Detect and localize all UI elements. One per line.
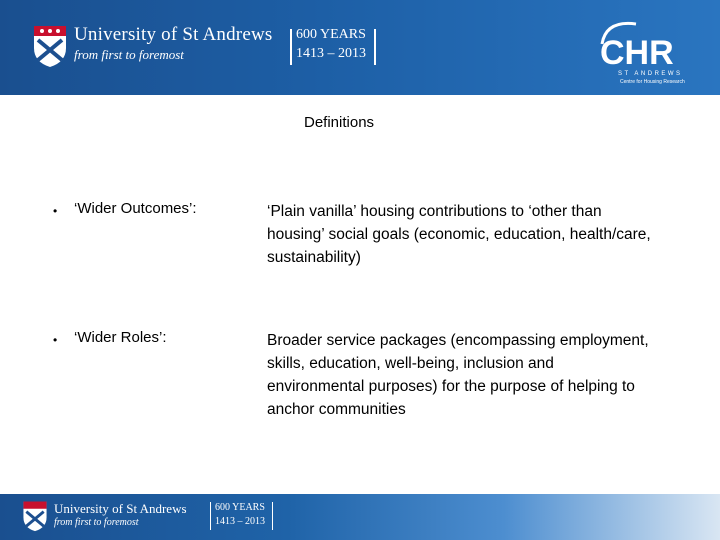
chr-logo	[592, 14, 688, 86]
university-name: University of St Andrews	[74, 24, 273, 45]
slide-title: Definitions	[304, 114, 375, 131]
university-crest-icon	[32, 24, 68, 68]
chr-logo-location: ST ANDREWS	[618, 71, 683, 77]
chr-logo-full-name: Centre for Housing Research	[620, 79, 685, 85]
footer-anniversary-range: 1413 – 2013	[215, 516, 265, 527]
header-banner	[0, 0, 720, 95]
footer-divider-right	[272, 502, 273, 530]
university-motto: from first to foremost	[74, 47, 184, 62]
definition-term: ‘Wider Roles’:	[74, 329, 167, 346]
bullet: •	[53, 333, 58, 347]
anniversary-title: 600 YEARS	[296, 27, 366, 42]
university-crest-icon	[22, 500, 48, 532]
footer-anniversary-title: 600 YEARS	[215, 502, 265, 513]
footer-banner	[0, 494, 720, 540]
anniversary-divider-right	[374, 29, 376, 65]
bullet: •	[53, 204, 58, 218]
definition-text: Broader service packages (encompassing employment, skills, education, well-being, inclusion and environmental purposes) for the purpose of helping to anchor communities	[267, 332, 649, 418]
definition-term: ‘Wider Outcomes’:	[74, 200, 197, 217]
anniversary-range: 1413 – 2013	[296, 46, 366, 61]
footer-motto: from first to foremost	[54, 517, 139, 528]
definition-text: ‘Plain vanilla’ housing contributions to ‘other than housing’ social goals (economic, education, health/care, sustainability)	[267, 203, 651, 266]
footer-divider-left	[210, 502, 211, 530]
chr-logo-text: CHR	[600, 34, 674, 72]
footer-university-name: University of St Andrews	[54, 501, 187, 516]
anniversary-divider-left	[290, 29, 292, 65]
